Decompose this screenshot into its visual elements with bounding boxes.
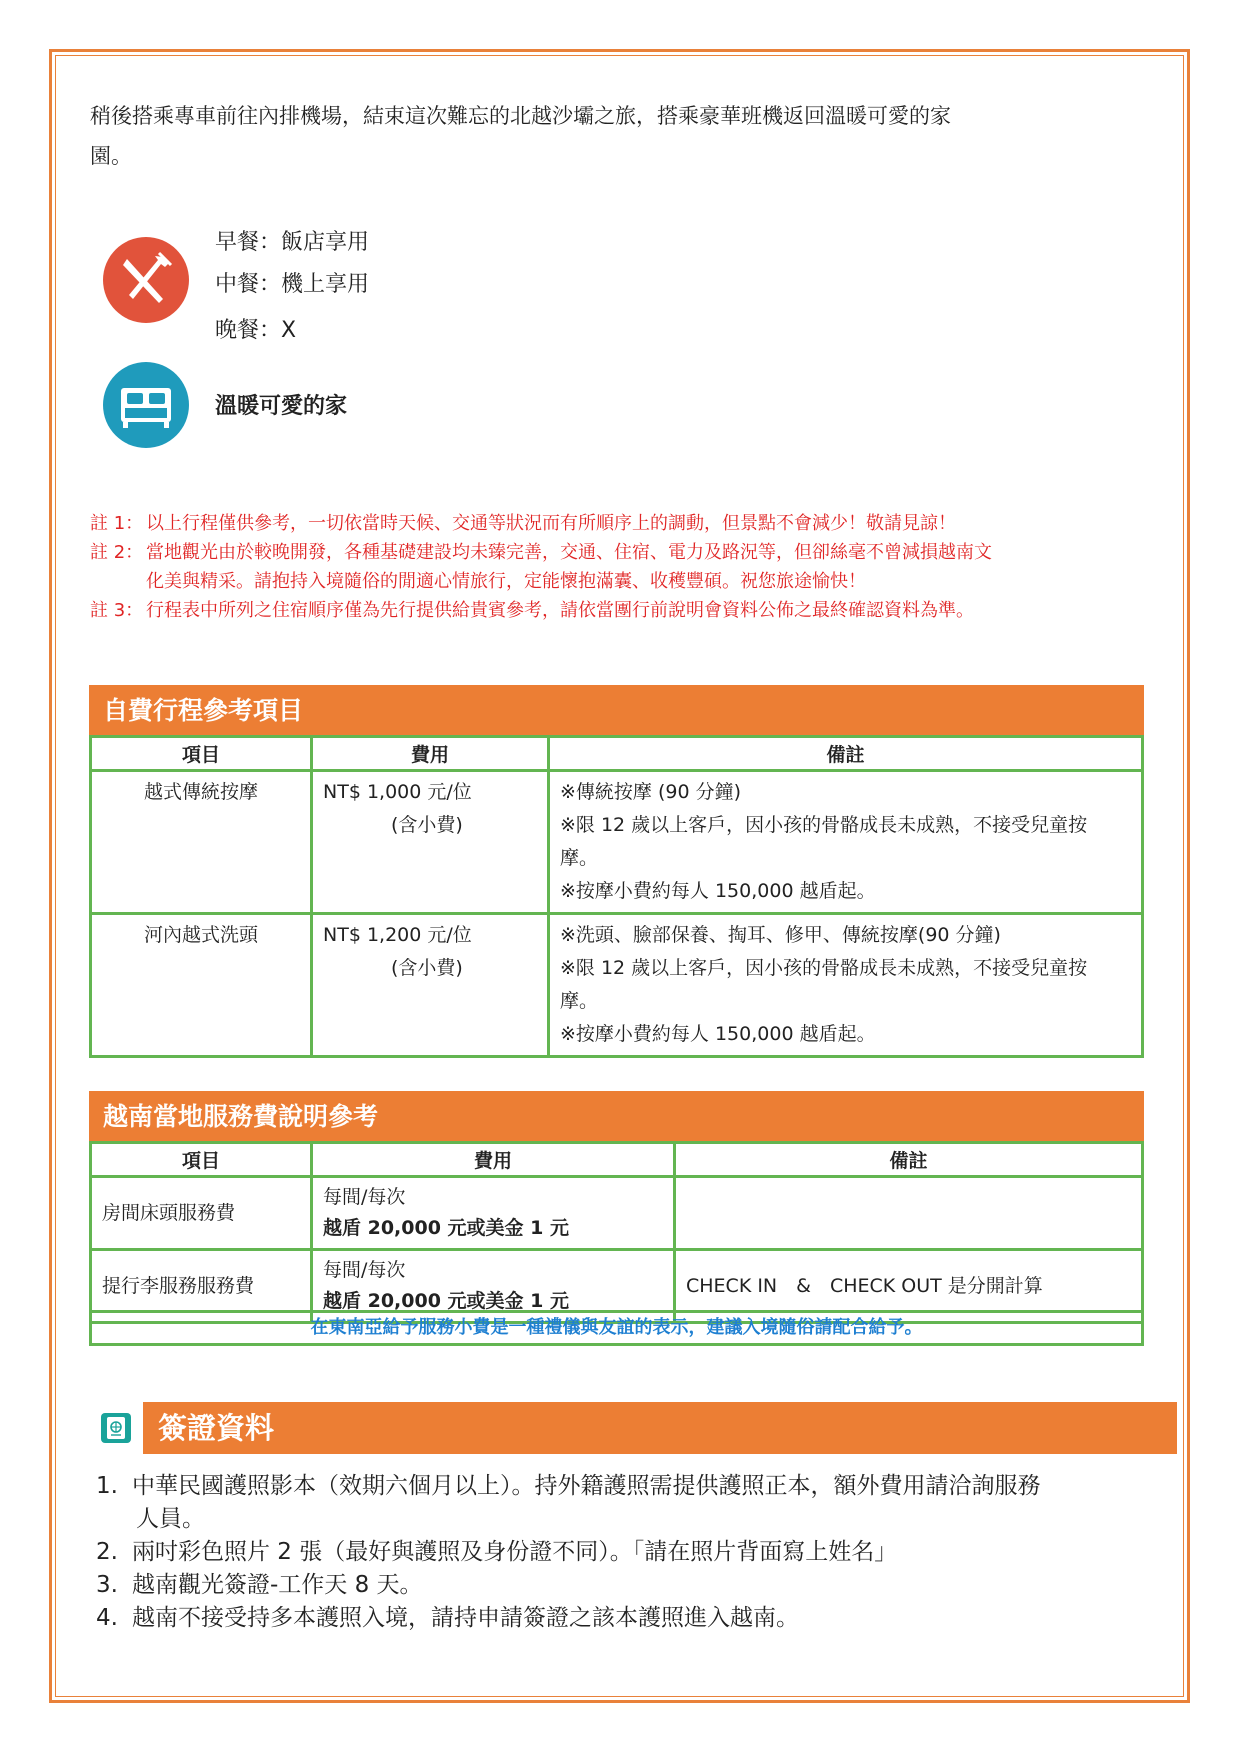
- fee-remark: CHECK IN & CHECK OUT 是分開計算: [675, 1250, 1143, 1323]
- note-text: 行程表中所列之住宿順序僅為先行提供給貴賓參考，請依當團行前說明會資料公佈之最終確認資料為準。: [146, 600, 974, 621]
- remark-line: ※限 12 歲以上客戶，因小孩的骨骼成長未成熟，不接受兒童按: [560, 814, 1088, 836]
- note-text: 化美與精采。請抱持入境隨俗的閒適心情旅行，定能懷抱滿囊、收穫豐碩。祝您旅途愉快！: [146, 571, 866, 592]
- list-number: 4.: [96, 1605, 118, 1631]
- tour-price: [312, 771, 549, 914]
- col-header-remarks: 備註: [549, 737, 1143, 771]
- note-label: 註 3：: [90, 600, 144, 621]
- fee-line-2: 越盾 20,000 元或美金 1 元: [323, 1217, 569, 1239]
- intro-paragraph: [90, 96, 1130, 176]
- intro-line-2: 園。: [90, 144, 132, 168]
- note-2-continued: [90, 567, 1150, 596]
- fee-item: 提行李服務服務費: [91, 1250, 312, 1323]
- visa-list: [96, 1470, 1136, 1635]
- visa-title: 簽證資料: [158, 1411, 275, 1445]
- list-text: 中華民國護照影本（效期六個月以上）。持外籍護照需提供護照正本，額外費用請洽詢服務: [132, 1473, 1041, 1499]
- fee-line-1: 每間/每次: [323, 1186, 406, 1208]
- fee-amount: [312, 1177, 675, 1250]
- tour-price-value: NT$ 1,000 元/位: [323, 781, 472, 803]
- notes-block: [90, 509, 1150, 625]
- intro-line-1: 稍後搭乘專車前往內排機場，結束這次難忘的北越沙壩之旅，搭乘豪華班機返回溫暖可愛的家: [90, 104, 951, 128]
- hotel-name: 溫暖可愛的家: [215, 394, 348, 419]
- service-fees-table: [89, 1141, 1144, 1324]
- passport-icon: [101, 1413, 131, 1443]
- note-1: [90, 509, 1150, 538]
- list-item: [96, 1602, 1136, 1635]
- list-number: 2.: [96, 1539, 118, 1565]
- note-3: [90, 596, 1150, 625]
- fee-remark: [675, 1177, 1143, 1250]
- remark-line: ※限 12 歲以上客戶，因小孩的骨骼成長未成熟，不接受兒童按: [560, 957, 1088, 979]
- tour-item-text: 越式傳統按摩: [143, 781, 258, 803]
- remark-line: 摩。: [560, 990, 599, 1012]
- list-item-continued: [96, 1503, 1136, 1536]
- tipping-note: 在東南亞給予服務小費是一種禮儀與友誼的表示，建議入境隨俗請配合給予。: [89, 1310, 1144, 1346]
- tour-price-value: NT$ 1,200 元/位: [323, 924, 472, 946]
- list-number: 3.: [96, 1572, 118, 1598]
- remark-line: ※傳統按摩 (90 分鐘): [560, 781, 742, 803]
- tour-item: [91, 914, 312, 1057]
- tour-item: [91, 771, 312, 914]
- table-row: [91, 771, 1143, 914]
- remark-line: ※按摩小費約每人 150,000 越盾起。: [560, 880, 876, 902]
- tour-price-note: (含小費): [391, 814, 463, 836]
- col-header-item: 項目: [91, 737, 312, 771]
- remark-line: 摩。: [560, 847, 599, 869]
- note-text: 當地觀光由於較晚開發，各種基礎建設均未臻完善，交通、住宿、電力及路況等，但卻絲毫不曾減損越南文: [146, 542, 992, 563]
- fee-line-1: 每間/每次: [323, 1259, 406, 1281]
- fee-line-2: 越盾 20,000 元或美金 1 元: [323, 1290, 569, 1312]
- optional-tours-table: [89, 735, 1144, 1058]
- col-header-price: 費用: [312, 737, 549, 771]
- visa-badge: [89, 1402, 143, 1454]
- table-header-row: [91, 1143, 1143, 1177]
- service-fees-header: 越南當地服務費說明參考: [89, 1091, 1144, 1143]
- note-label: 註 2：: [90, 542, 144, 563]
- meal-dinner: 晚餐：X: [215, 318, 297, 343]
- list-number: 1.: [96, 1473, 118, 1499]
- meal-breakfast: 早餐：飯店享用: [215, 230, 370, 255]
- tour-item-text: 河內越式洗頭: [143, 924, 258, 946]
- table-header-row: [91, 737, 1143, 771]
- note-text: 以上行程僅供參考，一切依當時天候、交通等狀況而有所順序上的調動，但景點不會減少！敬請見諒！: [146, 513, 956, 534]
- table-row: [91, 914, 1143, 1057]
- list-text: 兩吋彩色照片 2 張（最好與護照及身份證不同）。「請在照片背面寫上姓名」: [132, 1539, 898, 1565]
- col-header-item: 項目: [91, 1143, 312, 1177]
- meal-lunch: 中餐：機上享用: [215, 272, 370, 297]
- tour-remarks: [549, 771, 1143, 914]
- bed-icon: [103, 362, 189, 448]
- tour-price: [312, 914, 549, 1057]
- list-text: 越南觀光簽證-工作天 8 天。: [132, 1572, 423, 1598]
- tour-price-note: (含小費): [391, 957, 463, 979]
- list-item: [96, 1569, 1136, 1602]
- list-item: [96, 1536, 1136, 1569]
- optional-tours-header: 自費行程參考項目: [89, 685, 1144, 737]
- list-text: 越南不接受持多本護照入境，請持申請簽證之該本護照進入越南。: [132, 1605, 799, 1631]
- tour-remarks: [549, 914, 1143, 1057]
- remark-line: ※洗頭、臉部保養、掏耳、修甲、傳統按摩(90 分鐘): [560, 924, 1001, 946]
- list-text: 人員。: [136, 1506, 205, 1532]
- meals-list: [215, 222, 369, 352]
- list-item: [96, 1470, 1136, 1503]
- note-label: 註 1：: [90, 513, 144, 534]
- col-header-remarks: 備註: [675, 1143, 1143, 1177]
- utensils-icon: [103, 237, 189, 323]
- fee-item: 房間床頭服務費: [91, 1177, 312, 1250]
- table-row: [91, 1177, 1143, 1250]
- note-2: [90, 538, 1150, 567]
- remark-line: ※按摩小費約每人 150,000 越盾起。: [560, 1023, 876, 1045]
- col-header-fee: 費用: [312, 1143, 675, 1177]
